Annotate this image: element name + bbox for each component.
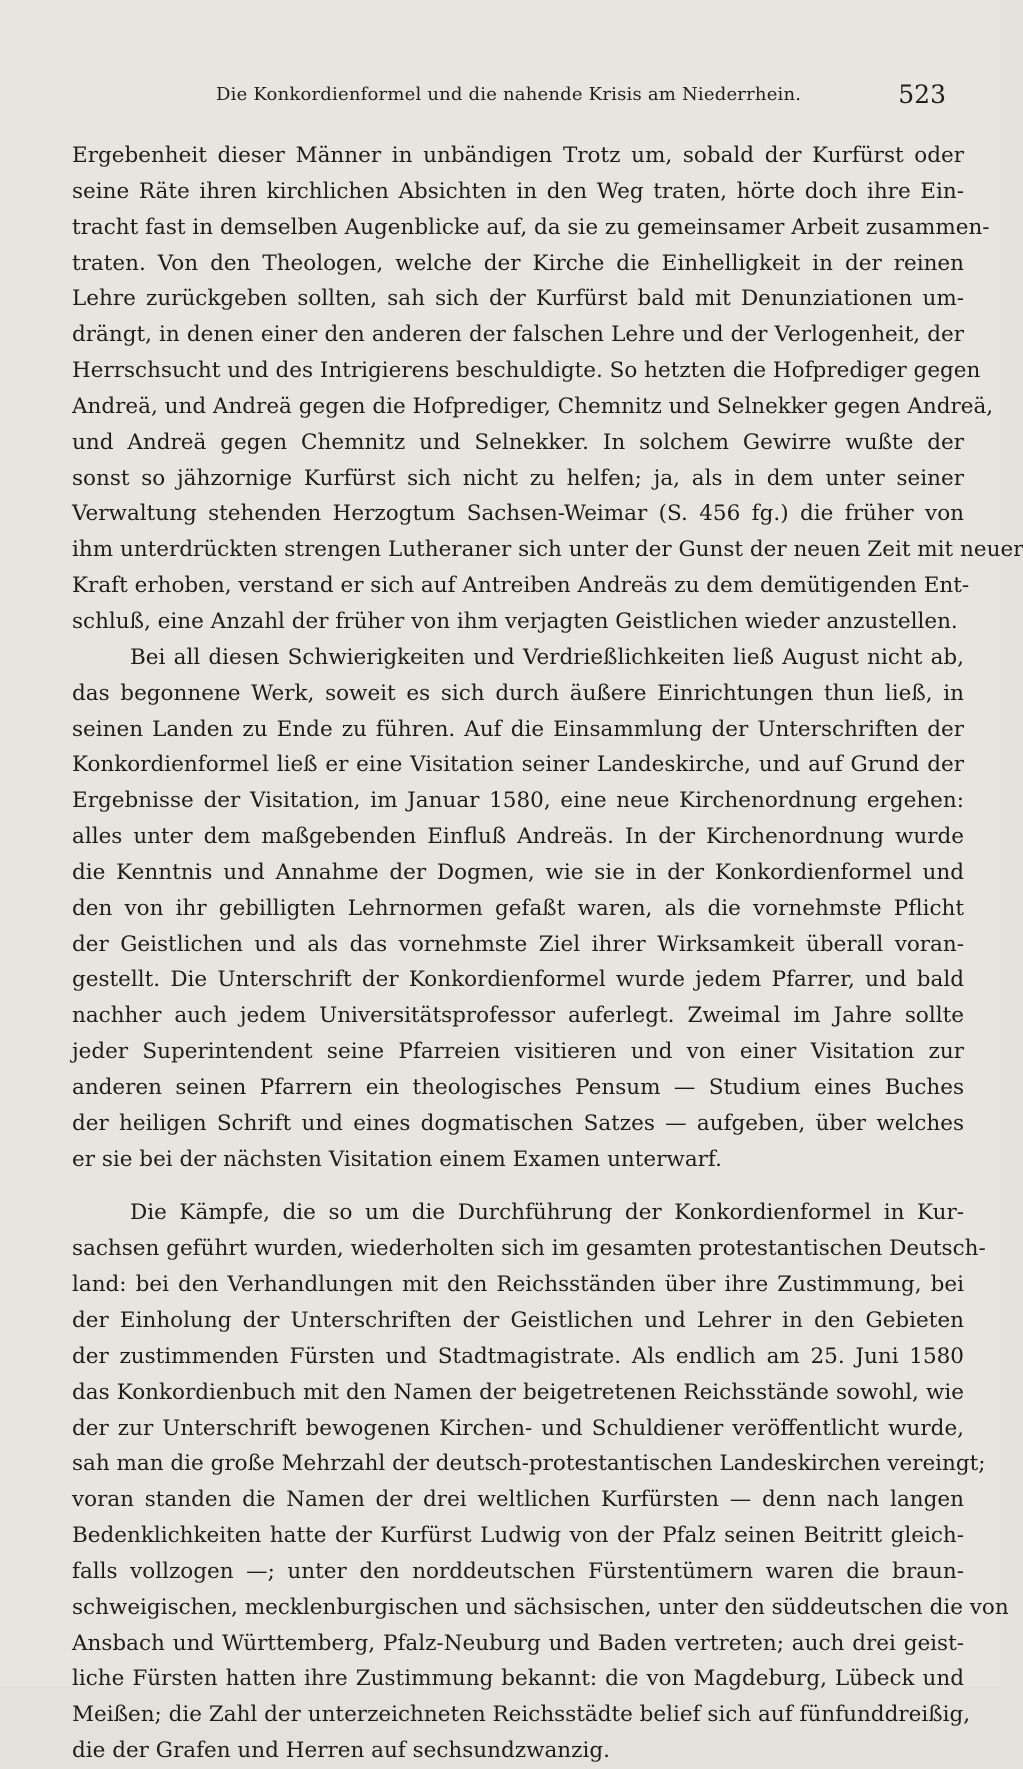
text-line: Ergebenheit dieser Männer in unbändigen Trotz um, sobald der Kurfürst oder	[72, 143, 964, 168]
text-line: Konkordienformel ließ er eine Visitation seiner Landeskirche, und auf Grund der	[72, 752, 964, 778]
text-line: der heiligen Schrift und eines dogmatischen Satzes — aufgeben, über welches	[72, 1110, 964, 1136]
text-line: nachher auch jedem Universitätsprofessor auferlegt. Zweimal im Jahre sollte	[72, 1003, 964, 1029]
paragraph-2	[72, 640, 964, 1178]
text-line: falls vollzogen —; unter den norddeutschen Fürstentümern waren die braun-	[72, 1558, 964, 1584]
text-line: tracht fast in demselben Augenblicke auf, da sie zu gemeinsamer Arbeit zusammen-	[72, 214, 990, 240]
text-line: schluß, eine Anzahl der früher von ihm verjagten Geistlichen wieder anzustellen.	[72, 608, 958, 634]
text-line: seinen Landen zu Ende zu führen. Auf die Einsammlung der Unterschriften der	[72, 716, 964, 742]
text-line: voran standen die Namen der drei weltlichen Kurfürsten — denn nach langen	[72, 1487, 964, 1513]
text-line: land: bei den Verhandlungen mit den Reichsständen über ihre Zustimmung, bei	[72, 1272, 964, 1298]
text-line: der zustimmenden Fürsten und Stadtmagistrate. Als endlich am 25. Juni 1580	[72, 1343, 964, 1369]
paragraph-spacing	[72, 1177, 964, 1195]
text-line: jeder Superintendent seine Pfarreien visitieren und von einer Visitation zur	[72, 1039, 964, 1065]
text-line: alles unter dem maßgebenden Einfluß Andreäs. In der Kirchenordnung wurde	[72, 824, 964, 850]
text-line: den von ihr gebilligten Lehrnormen gefaßt waren, als die vornehmste Pflicht	[72, 895, 964, 921]
text-line: Ansbach und Württemberg, Pfalz-Neuburg und Baden vertreten; auch drei geist-	[72, 1630, 964, 1656]
text-line: er sie bei der nächsten Visitation einem Examen unterwarf.	[72, 1146, 722, 1172]
text-line: sonst so jähzornige Kurfürst sich nicht zu helfen; ja, als in dem unter seiner	[72, 465, 964, 491]
text-line: Meißen; die Zahl der unterzeichneten Reichsstädte belief sich auf fünfunddreißig,	[72, 1702, 971, 1728]
text-line: Ergebnisse der Visitation, im Januar 1580, eine neue Kirchenordnung ergehen:	[72, 788, 964, 814]
text-line: Andreä, und Andreä gegen die Hofprediger, Chemnitz und Selnekker gegen Andreä,	[72, 393, 994, 419]
text-line: seine Räte ihren kirchlichen Absichten in den Weg traten, hörte doch ihre Ein-	[72, 178, 964, 204]
text-line: sachsen geführt wurden, wiederholten sich im gesamten protestantischen Deutsch-	[72, 1236, 986, 1262]
text-line: und Andreä gegen Chemnitz und Selnekker. In solchem Gewirre wußte der	[72, 429, 964, 455]
text-line: Lehre zurückgeben sollten, sah sich der Kurfürst bald mit Denunziationen um-	[72, 286, 964, 312]
body-text	[72, 138, 1023, 1769]
text-line: die Kenntnis und Annahme der Dogmen, wie sie in der Konkordienformel und	[72, 859, 964, 885]
text-line: schweigischen, mecklenburgischen und sächsischen, unter den süddeutschen die von	[72, 1594, 1009, 1620]
text-line: der zur Unterschrift bewogenen Kirchen- und Schuldiener veröffentlicht wurde,	[72, 1415, 964, 1441]
text-line: liche Fürsten hatten ihre Zustimmung bekannt: die von Magdeburg, Lübeck und	[72, 1666, 964, 1692]
text-line: Bei all diesen Schwierigkeiten und Verdrießlichkeiten ließ August nicht ab,	[130, 644, 964, 670]
text-line: gestellt. Die Unterschrift der Konkordienformel wurde jedem Pfarrer, und bald	[72, 967, 964, 993]
page-number: 523	[898, 80, 946, 109]
running-header-title: Die Konkordienformel und die nahende Krisis am Niederrhein.	[216, 84, 802, 105]
text-line: Herrschsucht und des Intrigierens beschuldigte. So hetzten die Hofprediger gegen	[72, 358, 981, 384]
text-line: anderen seinen Pfarrern ein theologisches Pensum — Studium eines Buches	[72, 1074, 964, 1100]
paragraph-3	[72, 1195, 1009, 1769]
text-line: Die Kämpfe, die so um die Durchführung der Konkordienformel in Kur-	[130, 1200, 964, 1226]
text-line: sah man die große Mehrzahl der deutsch-protestantischen Landeskirchen vereingt;	[72, 1451, 986, 1477]
text-line: Bedenklichkeiten hatte der Kurfürst Ludwig von der Pfalz seinen Beitritt gleich-	[72, 1523, 964, 1549]
text-line: das begonnene Werk, soweit es sich durch äußere Einrichtungen thun ließ, in	[72, 680, 964, 706]
text-line: der Geistlichen und als das vornehmste Ziel ihrer Wirksamkeit überall voran-	[72, 931, 964, 957]
text-line: traten. Von den Theologen, welche der Kirche die Einhelligkeit in der reinen	[72, 250, 964, 276]
text-line: drängt, in denen einer den anderen der falschen Lehre und der Verlogenheit, der	[72, 322, 964, 348]
paragraph-1	[72, 138, 1023, 640]
running-head	[96, 80, 946, 114]
text-line: die der Grafen und Herren auf sechsundzwanzig.	[72, 1738, 610, 1764]
text-line: das Konkordienbuch mit den Namen der beigetretenen Reichsstände sowohl, wie	[72, 1379, 964, 1405]
text-line: der Einholung der Unterschriften der Geistlichen und Lehrer in den Gebieten	[72, 1308, 964, 1333]
text-line: Verwaltung stehenden Herzogtum Sachsen-Weimar (S. 456 fg.) die früher von	[72, 501, 964, 527]
text-line: ihm unterdrückten strengen Lutheraner sich unter der Gunst der neuen Zeit mit neuer	[72, 537, 1023, 563]
text-line: Kraft erhoben, verstand er sich auf Antreiben Andreäs zu dem demütigenden Ent-	[72, 573, 970, 599]
